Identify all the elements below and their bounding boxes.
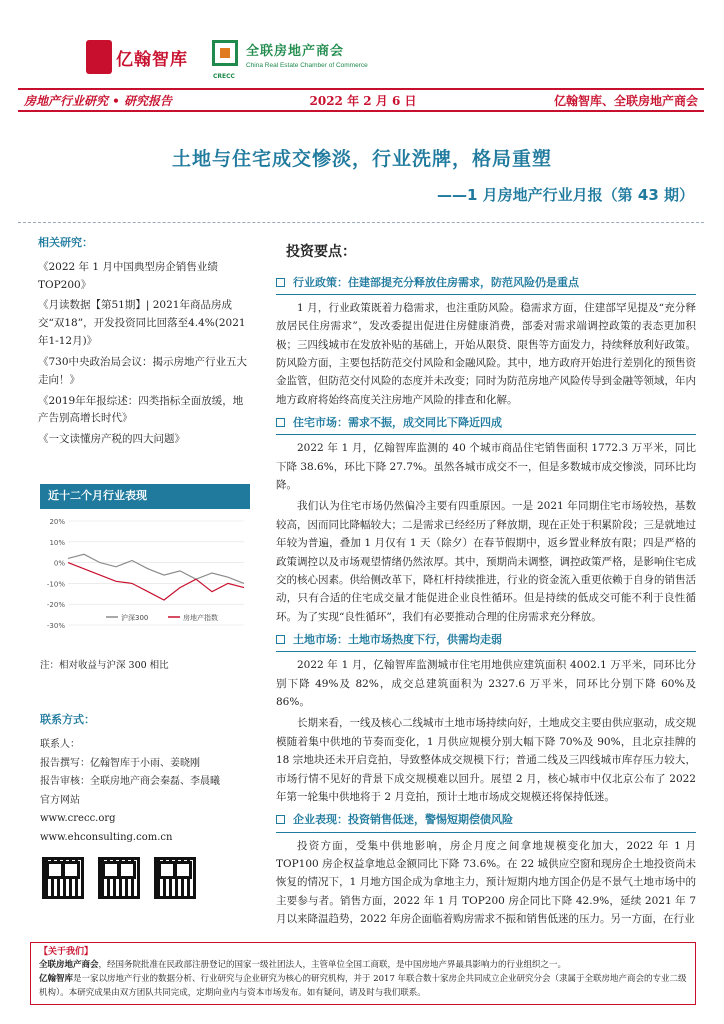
checkbox-square-icon bbox=[276, 418, 285, 427]
title-divider bbox=[18, 222, 704, 223]
ehconsulting-logo bbox=[86, 40, 188, 74]
crecc-logo-en: China Real Estate Chamber of Commerce bbox=[246, 62, 368, 69]
industry-performance-chart bbox=[40, 515, 250, 647]
related-research-item[interactable]: 《2022 年 1 月中国典型房企销售业绩TOP200》 bbox=[38, 260, 218, 291]
investment-highlights bbox=[276, 240, 696, 931]
related-research-item[interactable]: 《一文读懂房产税的四大问题》 bbox=[38, 433, 185, 446]
section-heading: 土地市场：土地市场热度下行，供需均走弱 bbox=[293, 633, 502, 646]
ehconsulting-logo-text: 亿翰智库 bbox=[116, 49, 188, 70]
checkbox-square-icon bbox=[276, 278, 285, 287]
section-paragraph: 我们认为住宅市场仍然偏冷主要有四重原因。一是 2021 年同期住宅市场较热，基数较高，因而同比降幅较大；二是需求已经经历了释放期，现在正处于积累阶段；三是就地过年较为普遍，叠加 1 月仅有 1 天（除夕）在春节假期中，返乡置业释放有限；四是严格的政策调控以及市场观望情绪仍然浓厚。其中，预期尚未调整，调控政策严格，是影响住宅成交的核心因素。供给侧改革下，降杠杆持续推进，行业的资金流入重更依赖于自身的销售活动，只有合适的住宅成交量才能促进企业良性循环。但是持续的低成交可能不利于良性循环。为了实现“良性循环”，我们有必要推动合理的住房需求充分释放。 bbox=[276, 500, 696, 623]
contact-line: 报告审核：全联房地产商会秦磊、李晨曦 bbox=[40, 776, 220, 788]
report-date: 2022 年 2 月 6 日 bbox=[309, 93, 417, 108]
about-us-heading: 【关于我们】 bbox=[39, 947, 94, 957]
sidebar bbox=[30, 232, 252, 843]
footer-org-desc: 是一家以房地产行业的数据分析、行业研究与企业研究为核心的研究机构，并于 2017 年联合数十家房企共同成立企业研究分会（隶属于全联房地产商会的专业二级机构）。本研究成果由双方团队共同完成，定期向业内与资本市场发布。如有疑问，请及时与我们联系。 bbox=[39, 973, 687, 998]
section-paragraph: 长期来看，一线及核心二线城市土地市场持续向好，土地成交主要由供应驱动，成交规模随着集中供地的节奏而变化，1 月供应规模分别大幅下降 70%及 90%，且北京挂牌的 18 宗地块还未开启竞拍，导致整体成交规模下行；普通二线及三四线城市库存压力较大，市场行情不见好的背景下成交规模难以回升。展望 2 月，核心城市中仅北京公布了 2022 年第一轮集中供地将于 2 月竞拍，预计土地市场成交规模还将保持低迷。 bbox=[276, 717, 696, 803]
qr-code-row bbox=[40, 855, 250, 901]
footer-org-desc: ，经国务院批准在民政部注册登记的国家一级社团法人，主管单位全国工商联，是中国房地产界最具影响力的行业组织之一。 bbox=[98, 960, 567, 971]
chart-y-tick-label: -20% bbox=[46, 600, 65, 609]
report-category: 房地产行业研究 • 研究报告 bbox=[24, 93, 173, 108]
contact-line: 联系人： bbox=[40, 739, 80, 751]
related-research-list bbox=[30, 259, 252, 449]
chart-y-tick-label: -10% bbox=[46, 580, 65, 589]
crecc-logo-mark bbox=[212, 40, 238, 80]
industry-performance-heading: 近十二个月行业表现 bbox=[40, 484, 250, 509]
footer-org-name: 全联房地产商会 bbox=[39, 960, 99, 971]
industry-performance-note: 注：相对收益与沪深 300 相比 bbox=[40, 659, 169, 671]
chart-y-tick-label: -30% bbox=[46, 621, 65, 630]
website-link[interactable]: www.crecc.org bbox=[40, 813, 116, 825]
related-research-heading: 相关研究： bbox=[38, 236, 93, 249]
report-publishers: 亿翰智库、全联房地产商会 bbox=[553, 93, 698, 108]
contact-line: 官方网站 bbox=[40, 794, 80, 806]
section-heading: 企业表现：投资销售低迷，警惕短期偿债风险 bbox=[293, 813, 513, 827]
contact-line: 报告撰写：亿翰智库于小雨、姜晓刚 bbox=[40, 757, 200, 769]
contact-heading: 联系方式： bbox=[40, 713, 95, 726]
section-heading: 住宅市场：需求不振，成交同比下降近四成 bbox=[293, 416, 502, 429]
qr-code-icon bbox=[42, 857, 84, 899]
industry-performance-box bbox=[40, 484, 250, 674]
report-subtitle: ——1 月房地产行业月报（第 43 期） bbox=[437, 186, 694, 204]
related-research-item[interactable]: 《2019年年报综述：四类指标全面放缓，地产告别高增长时代》 bbox=[38, 394, 244, 425]
chart-y-tick-label: 20% bbox=[49, 517, 65, 526]
section-policy bbox=[276, 273, 696, 410]
checkbox-square-icon bbox=[276, 635, 285, 644]
report-header-bar bbox=[18, 88, 704, 112]
chart-y-tick-label: 10% bbox=[49, 538, 65, 547]
crecc-logo-cn: 全联房地产商会 bbox=[246, 44, 345, 59]
chart-legend-label: 沪深300 bbox=[121, 613, 149, 622]
contact-section bbox=[40, 708, 250, 901]
section-paragraph: 1 月，行业政策既着力稳需求，也注重防风险。稳需求方面，住建部罕见提及“充分释放居民住房需求”，发改委提出促进住房健康消费，部委对需求端调控政策的表态更加积极；三四线城市在发放补贴的基础上，开始从限贷、限售等方面发力，持续释放利好政策。防风险方面，主要包括防范交付风险和金融风险。其中，地方政府开始进行差别化的预售资金监管，但防范交付风险的态度并未改变；同时为防范房地产风险传导到金融等领域，年内地方政府将始终高度关注房地产风险的排查和化解。 bbox=[276, 301, 696, 406]
crecc-logo bbox=[212, 40, 368, 80]
section-paragraph: 投资方面，受集中供地影响，房企月度之间拿地规模变化加大，2022 年 1 月 TOP100 房企权益拿地总金额同比下降 73.6%。在 22 城供应空窗和现房企土地投资尚未恢复的情况下，1 月地方国企成为拿地主力，预计短期内地方国企仍是不景气土地市场中的主要参与者。销售方面，2022 年 1 月 TOP200 房企同比下降 42.9%，延续 2021 年 7 月以来降温趋势，2022 年房企面临着购房需求不振和销售低迷的压力。另一方面，在行业 bbox=[276, 839, 696, 925]
section-heading: 行业政策：住建部提充分释放住房需求，防范风险仍是重点 bbox=[293, 275, 579, 289]
chart-legend-label: 房地产指数 bbox=[183, 613, 218, 622]
related-research-item[interactable]: 《月读数据【第51期】| 2021年商品房成交“双18”，开发投资同比回落至4.4%(2021年1-12月)》 bbox=[38, 299, 246, 348]
about-us-footer bbox=[30, 942, 696, 1005]
related-research-item[interactable]: 《730中央政治局会议：揭示房地产行业五大走向！》 bbox=[38, 355, 248, 386]
website-link[interactable]: www.ehconsulting.com.cn bbox=[40, 831, 173, 843]
ehconsulting-logo-mark bbox=[86, 40, 112, 74]
qr-code-icon bbox=[154, 857, 196, 899]
footer-org-name: 亿翰智库 bbox=[39, 973, 74, 984]
logo-area bbox=[86, 38, 426, 78]
chart-y-tick-label: 0% bbox=[53, 559, 65, 568]
section-housing-market bbox=[276, 413, 696, 626]
crecc-logo-abbr: CRECC bbox=[213, 73, 235, 80]
chart-series-line bbox=[68, 554, 244, 583]
section-paragraph: 2022 年 1 月，亿翰智库监测城市住宅用地供应建筑面积 4002.1 万平米，同环比分别下降 49%及 82%，成交总建筑面积为 2327.6 万平米，同环比分别下降 60%及 86%。 bbox=[276, 659, 696, 708]
qr-code-icon bbox=[98, 857, 140, 899]
chart-series-line bbox=[68, 562, 244, 599]
section-paragraph: 2022 年 1 月，亿翰智库监测的 40 个城市商品住宅销售面积 1772.3 万平米，同比下降 38.6%，环比下降 27.7%。虽然各城市成交不一，但是多数城市成交惨淡，同环比均降。 bbox=[276, 442, 696, 491]
section-enterprise bbox=[276, 810, 696, 928]
checkbox-square-icon bbox=[276, 815, 285, 824]
section-land-market bbox=[276, 630, 696, 806]
investment-highlights-heading: 投资要点： bbox=[286, 244, 356, 260]
report-title: 土地与住宅成交惨淡，行业洗牌，格局重塑 bbox=[171, 148, 552, 170]
